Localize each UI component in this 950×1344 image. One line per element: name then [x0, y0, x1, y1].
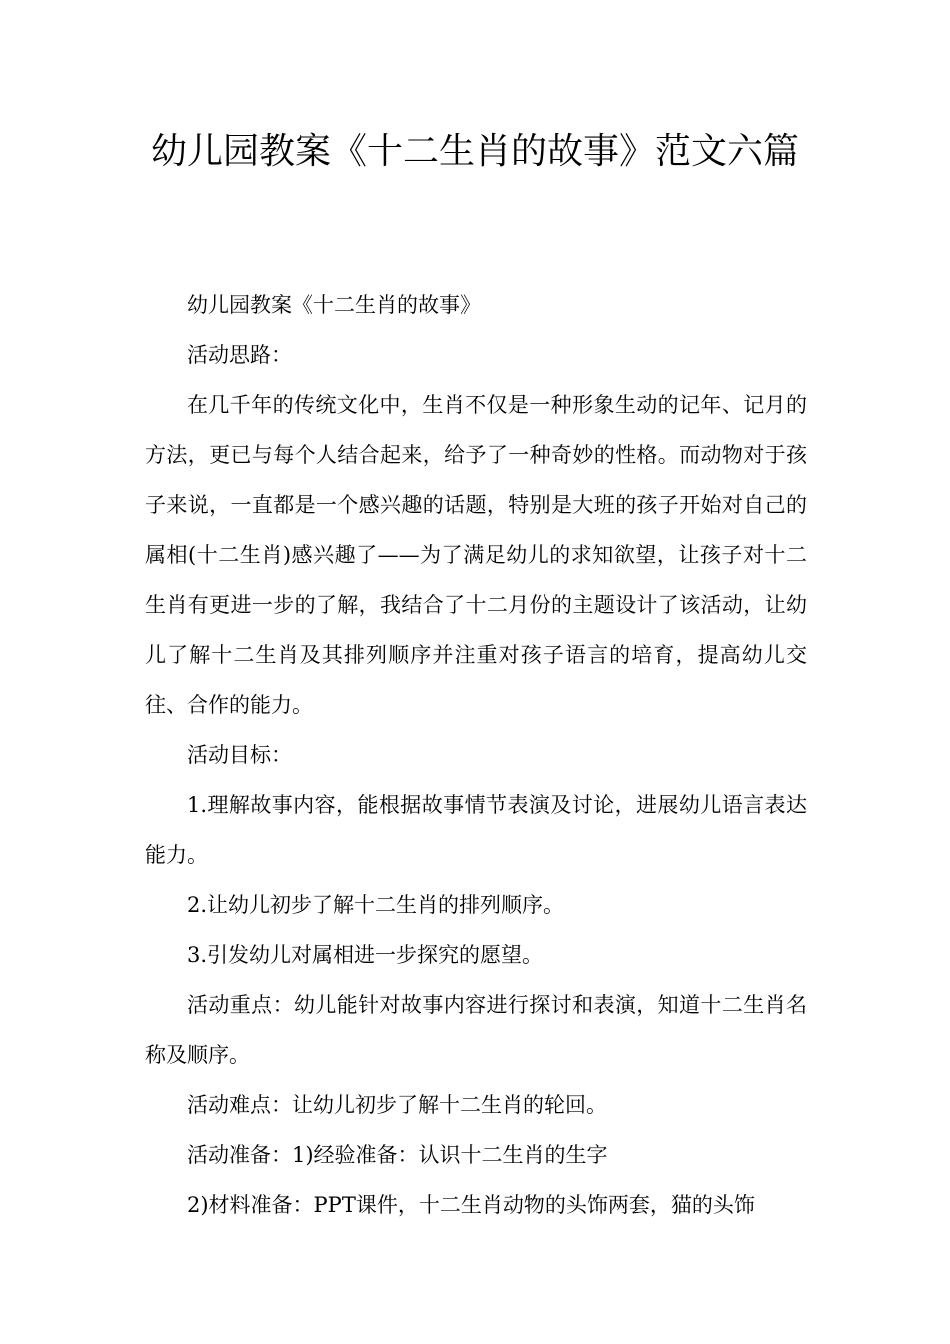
paragraph-activity-idea: 在几千年的传统文化中，生肖不仅是一种形象生动的记年、记月的方法，更已与每个人结合起来，给予了一种奇妙的性格。而动物对于孩子来说，一直都是一个感兴趣的话题，特别是大班的孩子开始对自己的属相(十二生肖)感兴趣了——为了满足幼儿的求知欲望，让孩子对十二生肖有更进一步的了解，我结合了十二月份的主题设计了该活动，让幼儿了解十二生肖及其排列顺序并注重对孩子语言的培育，提高幼儿交往、合作的能力。: [145, 393, 807, 717]
paragraph-activity-idea-heading: 活动思路：: [187, 343, 292, 367]
paragraph-goal-3: 3.引发幼儿对属相进一步探究的愿望。: [187, 943, 544, 967]
paragraph-difficulties: 活动难点：让幼儿初步了解十二生肖的轮回。: [187, 1093, 607, 1117]
paragraph-preparation-1: 活动准备：1)经验准备：认识十二生肖的生字: [187, 1143, 608, 1167]
paragraph-preparation-2: 2)材料准备：PPT课件，十二生肖动物的头饰两套，猫的头饰: [187, 1193, 755, 1217]
paragraph-goal-1: 1.理解故事内容，能根据故事情节表演及讨论，进展幼儿语言表达能力。: [145, 793, 807, 867]
document-body: [145, 280, 807, 1230]
paragraph-goal-2: 2.让幼儿初步了解十二生肖的排列顺序。: [187, 893, 565, 917]
document-title: 幼儿园教案《十二生肖的故事》范文六篇: [150, 131, 799, 172]
paragraph-key-points: 活动重点：幼儿能针对故事内容进行探讨和表演，知道十二生肖名称及顺序。: [145, 993, 807, 1067]
paragraph-goals-heading: 活动目标：: [187, 743, 292, 767]
paragraph-lesson-name: 幼儿园教案《十二生肖的故事》: [187, 293, 481, 317]
